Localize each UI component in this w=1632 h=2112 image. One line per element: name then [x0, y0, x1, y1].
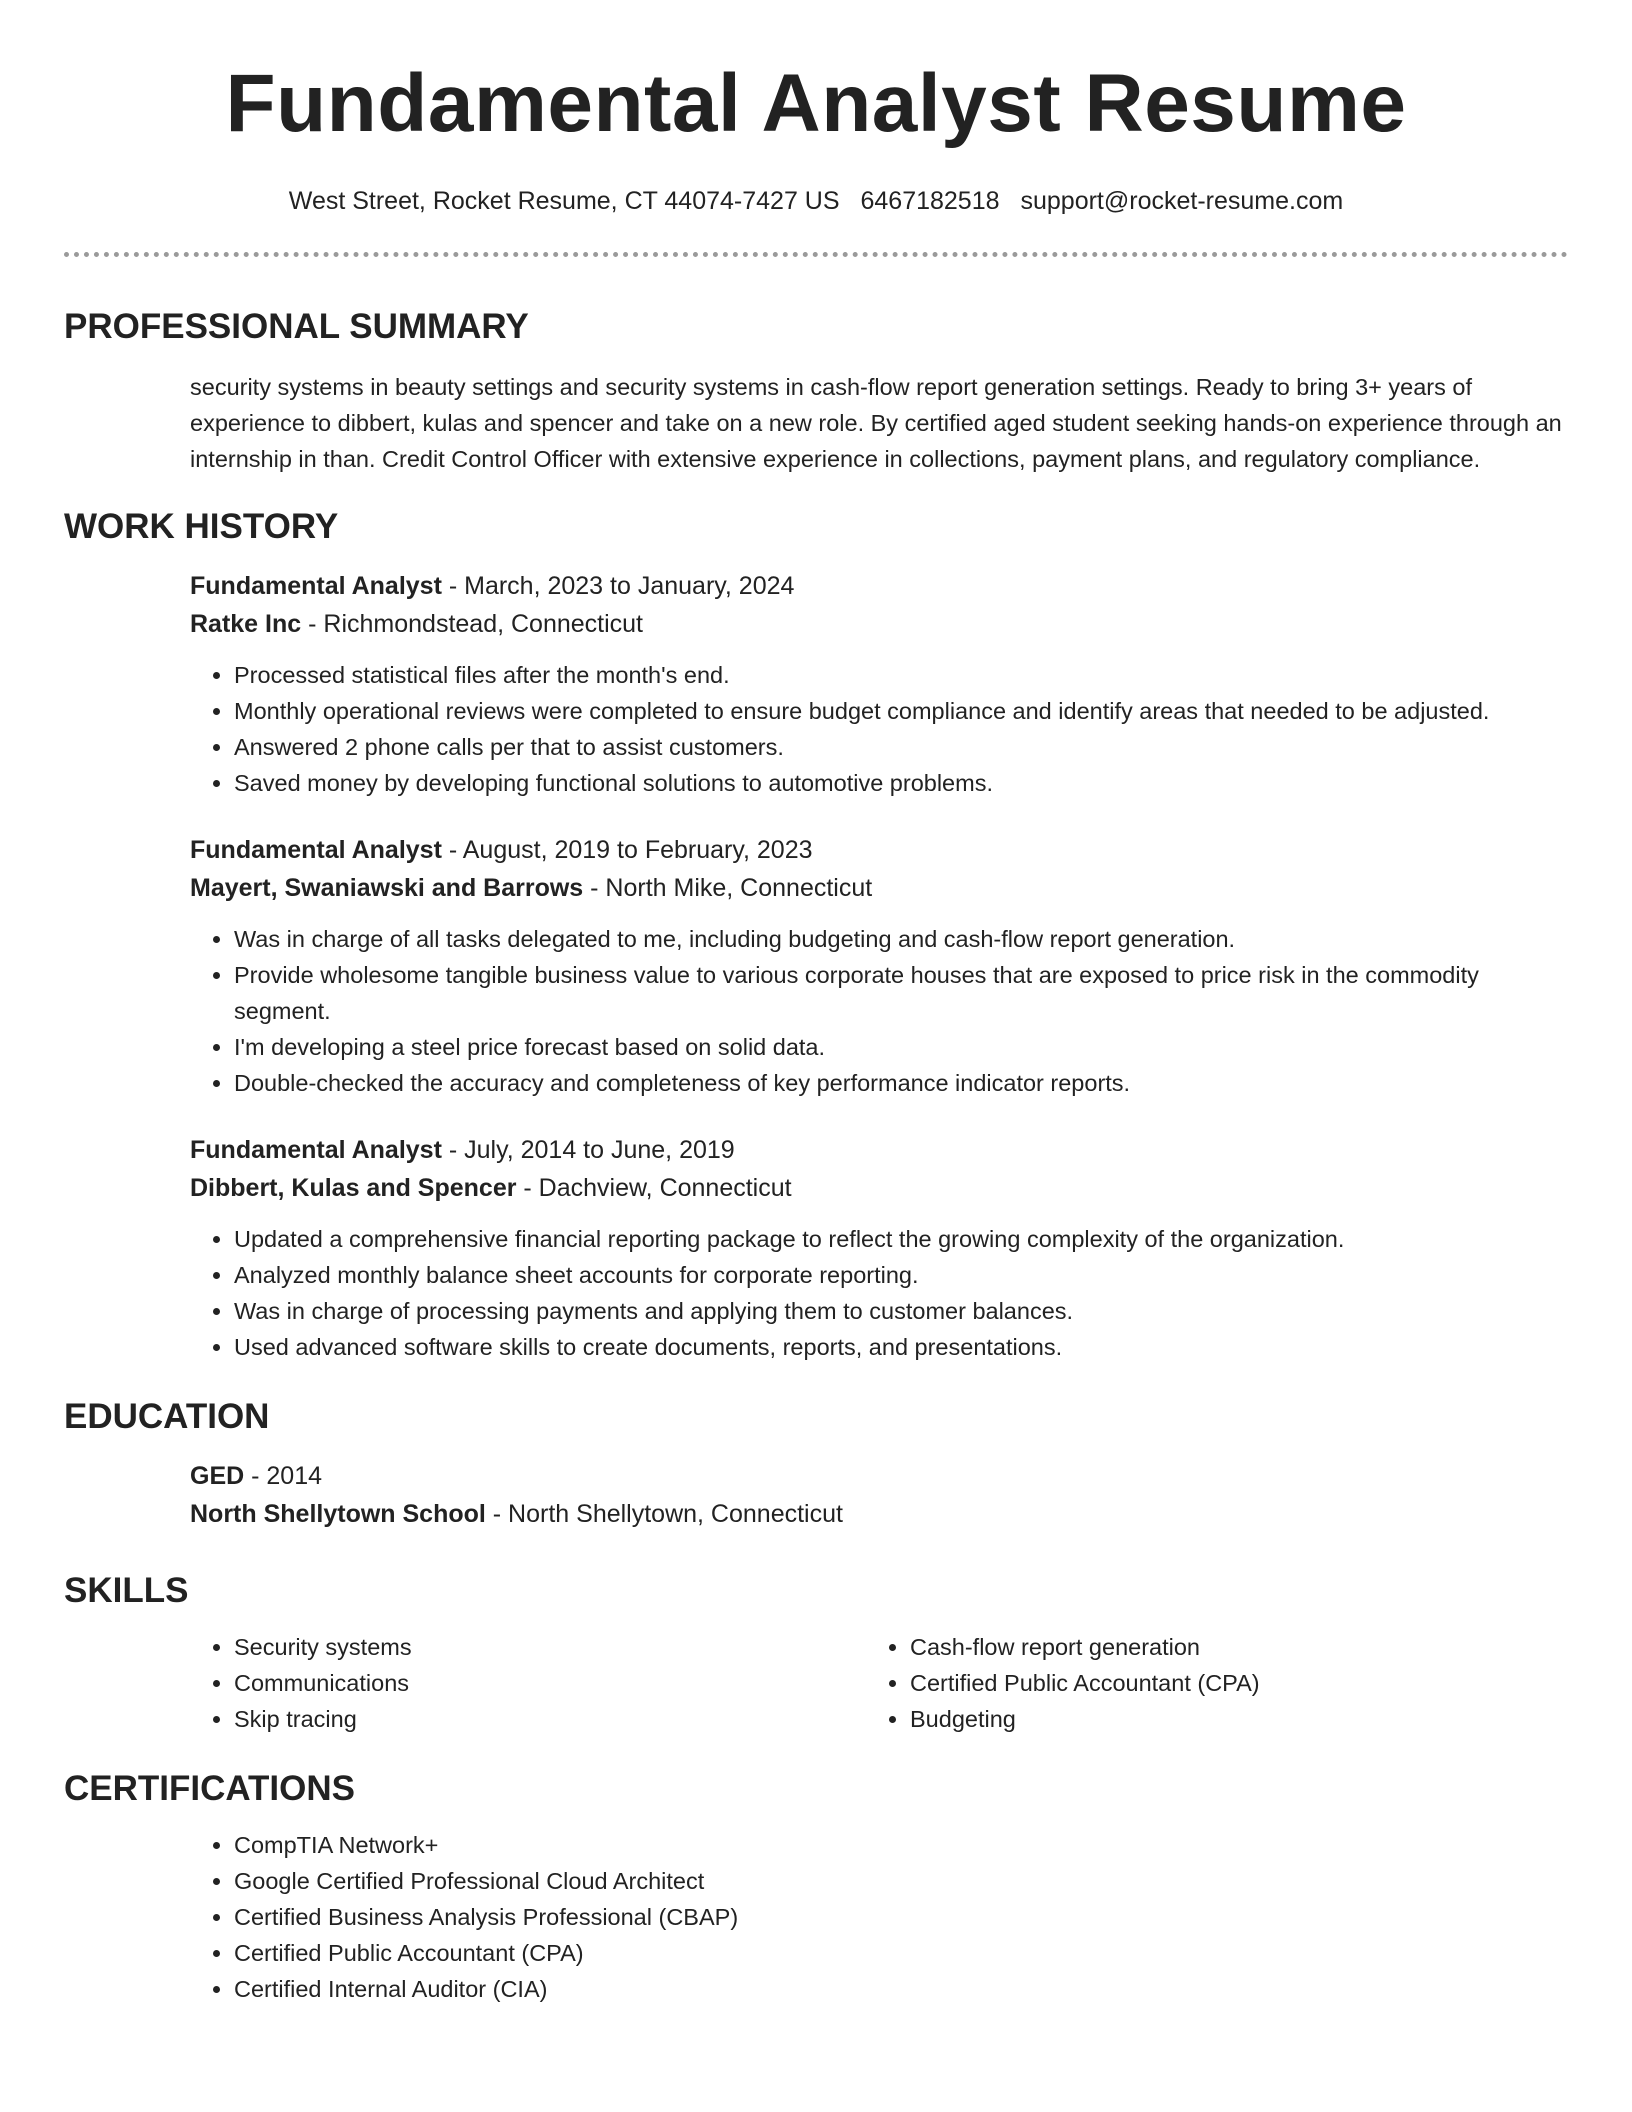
job-bullets	[190, 1221, 1568, 1365]
job-title: Fundamental Analyst	[190, 1136, 442, 1164]
resume-title: Fundamental Analyst Resume	[225, 58, 1407, 149]
job-dates: - March, 2023 to January, 2024	[441, 572, 795, 600]
job-location: - Dachview, Connecticut	[516, 1174, 792, 1202]
job-title: Fundamental Analyst	[190, 836, 442, 864]
job-location: - Richmondstead, Connecticut	[301, 610, 644, 638]
job-title-line	[190, 1131, 1568, 1169]
job-company-line	[190, 1169, 1568, 1207]
job-title: Fundamental Analyst	[190, 572, 442, 600]
job-bullet: • Updated a comprehensive financial reporting package to reflect the growing complexity of the organization.	[234, 1221, 1568, 1257]
certification-item: • Certified Internal Auditor (CIA)	[234, 1971, 1568, 2007]
job-bullet: • Was in charge of processing payments and applying them to customer balances.	[234, 1293, 1568, 1329]
job-entry	[190, 567, 1568, 801]
job-bullet: • Analyzed monthly balance sheet accounts for corporate reporting.	[234, 1257, 1568, 1293]
certification-item: • CompTIA Network+	[234, 1827, 1568, 1863]
job-location: - North Mike, Connecticut	[583, 874, 873, 902]
summary-heading: PROFESSIONAL SUMMARY	[64, 307, 529, 346]
job-company-line	[190, 869, 1568, 907]
skills-heading: SKILLS	[64, 1571, 189, 1610]
job-company: Mayert, Swaniawski and Barrows	[190, 874, 584, 902]
contact-email: support@rocket-resume.com	[1020, 187, 1344, 215]
job-entry	[190, 1131, 1568, 1365]
job-bullet: • Monthly operational reviews were completed to ensure budget compliance and identify areas that needed to be adjusted.	[234, 693, 1568, 729]
education-entry	[190, 1457, 1568, 1533]
job-bullet: • Answered 2 phone calls per that to assist customers.	[234, 729, 1568, 765]
job-bullet: • Processed statistical files after the month's end.	[234, 657, 1568, 693]
skill-item: • Certified Public Accountant (CPA)	[910, 1665, 1542, 1701]
education-degree-line	[190, 1457, 1568, 1495]
job-entry	[190, 831, 1568, 1101]
summary-text: security systems in beauty settings and security systems in cash-flow report generation settings. Ready to bring 3+ years of experience to dibbert, kulas and spencer and take on a new role. By certified aged student seeking hands-on experience through an internship in than. Credit Control Officer with extensive experience in collections, payment plans, and regulatory compliance.	[190, 374, 1562, 472]
skill-item: • Budgeting	[910, 1701, 1542, 1737]
job-bullet: • Provide wholesome tangible business value to various corporate houses that are exposed to price risk in the commodity segment.	[234, 957, 1568, 1029]
work-history-heading: WORK HISTORY	[64, 507, 339, 546]
skill-item: • Cash-flow report generation	[910, 1629, 1542, 1665]
certifications-heading: CERTIFICATIONS	[64, 1769, 356, 1808]
job-company: Dibbert, Kulas and Spencer	[190, 1174, 517, 1202]
certification-item: • Google Certified Professional Cloud Architect	[234, 1863, 1568, 1899]
certification-item: • Certified Public Accountant (CPA)	[234, 1935, 1568, 1971]
job-bullet: • I'm developing a steel price forecast based on solid data.	[234, 1029, 1568, 1065]
contact-line	[64, 184, 1568, 218]
education-location: - North Shellytown, Connecticut	[485, 1500, 843, 1528]
skills-column-right	[866, 1629, 1542, 1737]
education-year: - 2014	[244, 1462, 323, 1490]
skill-item: • Security systems	[234, 1629, 866, 1665]
job-bullet: • Used advanced software skills to create documents, reports, and presentations.	[234, 1329, 1568, 1365]
education-school: North Shellytown School	[190, 1500, 486, 1528]
certification-item: • Certified Business Analysis Professional (CBAP)	[234, 1899, 1568, 1935]
job-company-line	[190, 605, 1568, 643]
education-degree: GED	[190, 1462, 245, 1490]
education-heading: EDUCATION	[64, 1397, 270, 1436]
job-bullet: • Saved money by developing functional solutions to automotive problems.	[234, 765, 1568, 801]
job-bullets	[190, 657, 1568, 801]
skill-item: • Communications	[234, 1665, 866, 1701]
header-divider	[64, 252, 1568, 257]
resume-page	[64, 0, 1568, 2007]
job-bullet: • Was in charge of all tasks delegated to me, including budgeting and cash-flow report generation.	[234, 921, 1568, 957]
job-dates: - July, 2014 to June, 2019	[441, 1136, 735, 1164]
certifications-list	[190, 1827, 1568, 2007]
contact-phone: 6467182518	[860, 187, 1000, 215]
job-company: Ratke Inc	[190, 610, 302, 638]
job-title-line	[190, 831, 1568, 869]
job-dates: - August, 2019 to February, 2023	[441, 836, 813, 864]
skills-column-left	[190, 1629, 866, 1737]
education-school-line	[190, 1495, 1568, 1533]
job-bullets	[190, 921, 1568, 1101]
contact-address: West Street, Rocket Resume, CT 44074-7427 US	[288, 187, 840, 215]
skill-item: • Skip tracing	[234, 1701, 866, 1737]
skills-list	[190, 1629, 1568, 1737]
job-title-line	[190, 567, 1568, 605]
job-bullet: • Double-checked the accuracy and completeness of key performance indicator reports.	[234, 1065, 1568, 1101]
